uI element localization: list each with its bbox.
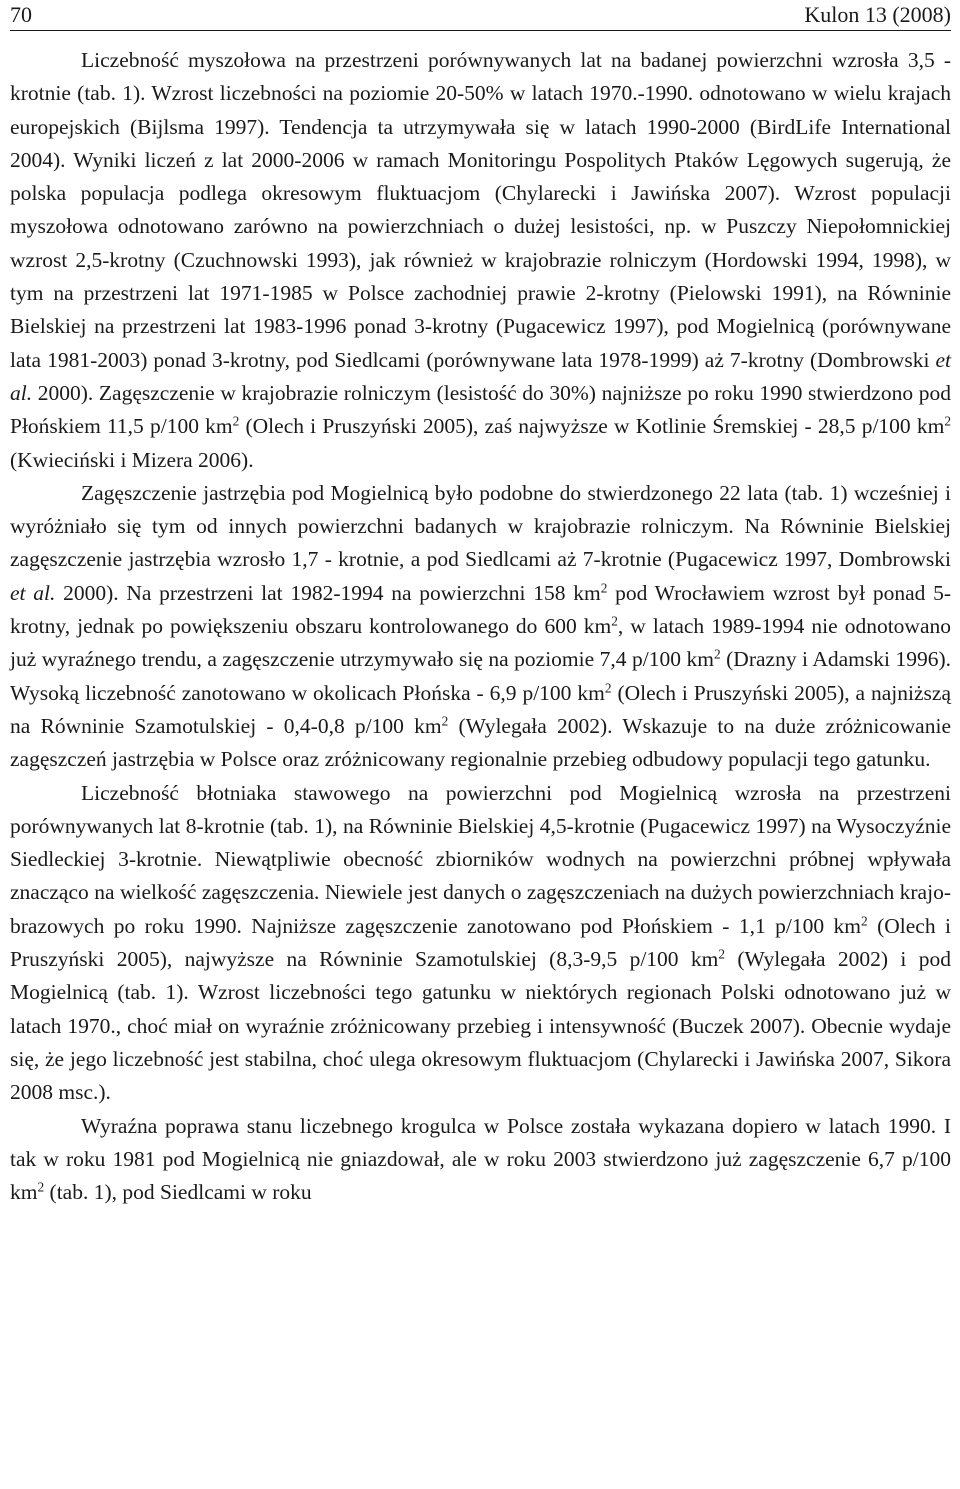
article-body [10,44,951,1209]
paragraph-buzzard: Liczebność myszołowa na przestrzeni porównywanych lat na badanej powierzchni wzrosła 3,5 - krotnie (tab. 1). Wzrost liczebności na poziomie 20-50% w latach 1970.-1990. odnotowano w wielu krajach europejskich (Bijlsma 1997). Tendencja ta utrzymywała się w latach 1990-2000 (BirdLife International 2004). Wyniki liczeń z lat 2000-2006 w ramach Monitoringu Pospolitych Ptaków Lęgowych sugerują, że polska populacja podlega okresowym fluktuacjom (Chylarecki i Jawińska 2007). Wzrost populacji myszołowa odnotowano zarówno na powierzchniach o dużej lesistości, np. w Puszczy Niepołomnickiej wzrost 2,5-krotny (Czuchnowski 1993), jak również w krajobrazie rolniczym (Hordowski 1994, 1998), w tym na przestrzeni lat 1971-1985 w Polsce zachodniej prawie 2-krotny (Pielowski 1991), na Równinie Bielskiej na przestrzeni lat 1983-1996 ponad 3-krotny (Pugacewicz 1997), pod Mogielnicą (porównywane lata 1981-2003) ponad 3-krotny, pod Siedlcami (porównywane lata 1978-1999) aż 7-krotny (Dombrowski et al. 2000). Zagęszczenie w krajobrazie rolniczym (lesistość do 30%) najniższe po roku 1990 stwierdzono pod Płońskiem 11,5 p/100 $km^2$ (Olech i Pruszyński 2005), zaś najwyższe w Kotlinie Śremskiej - 28,5 p/100 $km^2$ (Kwieciński i Mizera 2006). [10,48,952,472]
paragraph-marsh-harrier: Liczebność błotniaka stawowego na powierzchni pod Mogielnicą wzrosła na przestrzeni porównywanych lat 8-krotnie (tab. 1), na Równinie Bielskiej 4,5-krotnie (Pugacewicz 1997) na Wysoczyźnie Siedleckiej 3-krotnie. Niewątpliwie obecność zbiorników wodnych na powierzchni próbnej wpływała znacząco na wielkość zagęszczenia. Niewiele jest danych o zagęszczeniach na dużych powierzchniach krajobrazowych po roku 1990. Najniższe zagęszczenie zanotowano pod Płońskiem - 1,1 p/100 $km^2$ (Olech i Pruszyński 2005), najwyższe na Równinie Szamotulskiej (8,3-9,5 p/100 $km^2$ (Wylegała 2002) i pod Mogielnicą (tab. 1). Wzrost liczebności tego gatunku w niektórych regionach Polski odnotowano już w latach 1970., choć miał on wyraźnie zróżnicowany przebieg i intensywność (Buczek 2007). Obecnie wydaje się, że jego liczebność jest stabilna, choć ulega okresowym fluktuacjom (Chylarecki i Jawińska 2007, Sikora 2008 msc.). [10,780,951,1105]
paragraph-goshawk: Zagęszczenie jastrzębia pod Mogielnicą było podobne do stwierdzonego 22 lata (tab. 1) wcześniej i wyróżniało się tym od innych powierzchni badanych w krajobrazie rolniczym. Na Równinie Bielskiej zagęszczenie jastrzębia wzrosło 1,7 - krotnie, a pod Siedlcami aż 7-krotnie (Pugacewicz 1997, Dombrowski et al. 2000). Na przestrzeni lat 1982-1994 na powierzchni 158 $km^2$ pod Wrocławiem wzrost był ponad 5-krotny, jednak po powiększeniu obszaru kontrolowanego do 600 $km^2$, w latach 1989-1994 nie odnotowano już wyraźnego trendu, a zagęszczenie utrzymywało się na poziomie 7,4 p/100 $km^2$ (Drazny i Adamski 1996). Wysoką liczebność zanotowano w okolicach Płońska - 6,9 p/100 $km^2$ (Olech i Pruszyński 2005), a najniższą na Równinie Szamotulskiej - 0,4-0,8 p/100 $km^2$ (Wylegała 2002). Wskazuje to na duże zróżnicowanie zagęszczeń jastrzębia w Polsce oraz zróżnicowany regionalnie przebieg odbudowy populacji tego gatunku. [10,480,952,772]
running-header [10,0,951,31]
page-number: 70 [10,2,32,27]
paragraph-sparrowhawk: Wyraźna poprawa stanu liczebnego krogulca w Polsce została wykazana dopiero w latach 1990. I tak w roku 1981 pod Mogielnicą nie gniazdował, ale w roku 2003 stwierdzono już zagęszczenie 6,7 p/100 $km^2$ (tab. 1), pod Siedlcami w roku [10,1113,951,1205]
journal-reference: Kulon 13 (2008) [804,2,951,27]
